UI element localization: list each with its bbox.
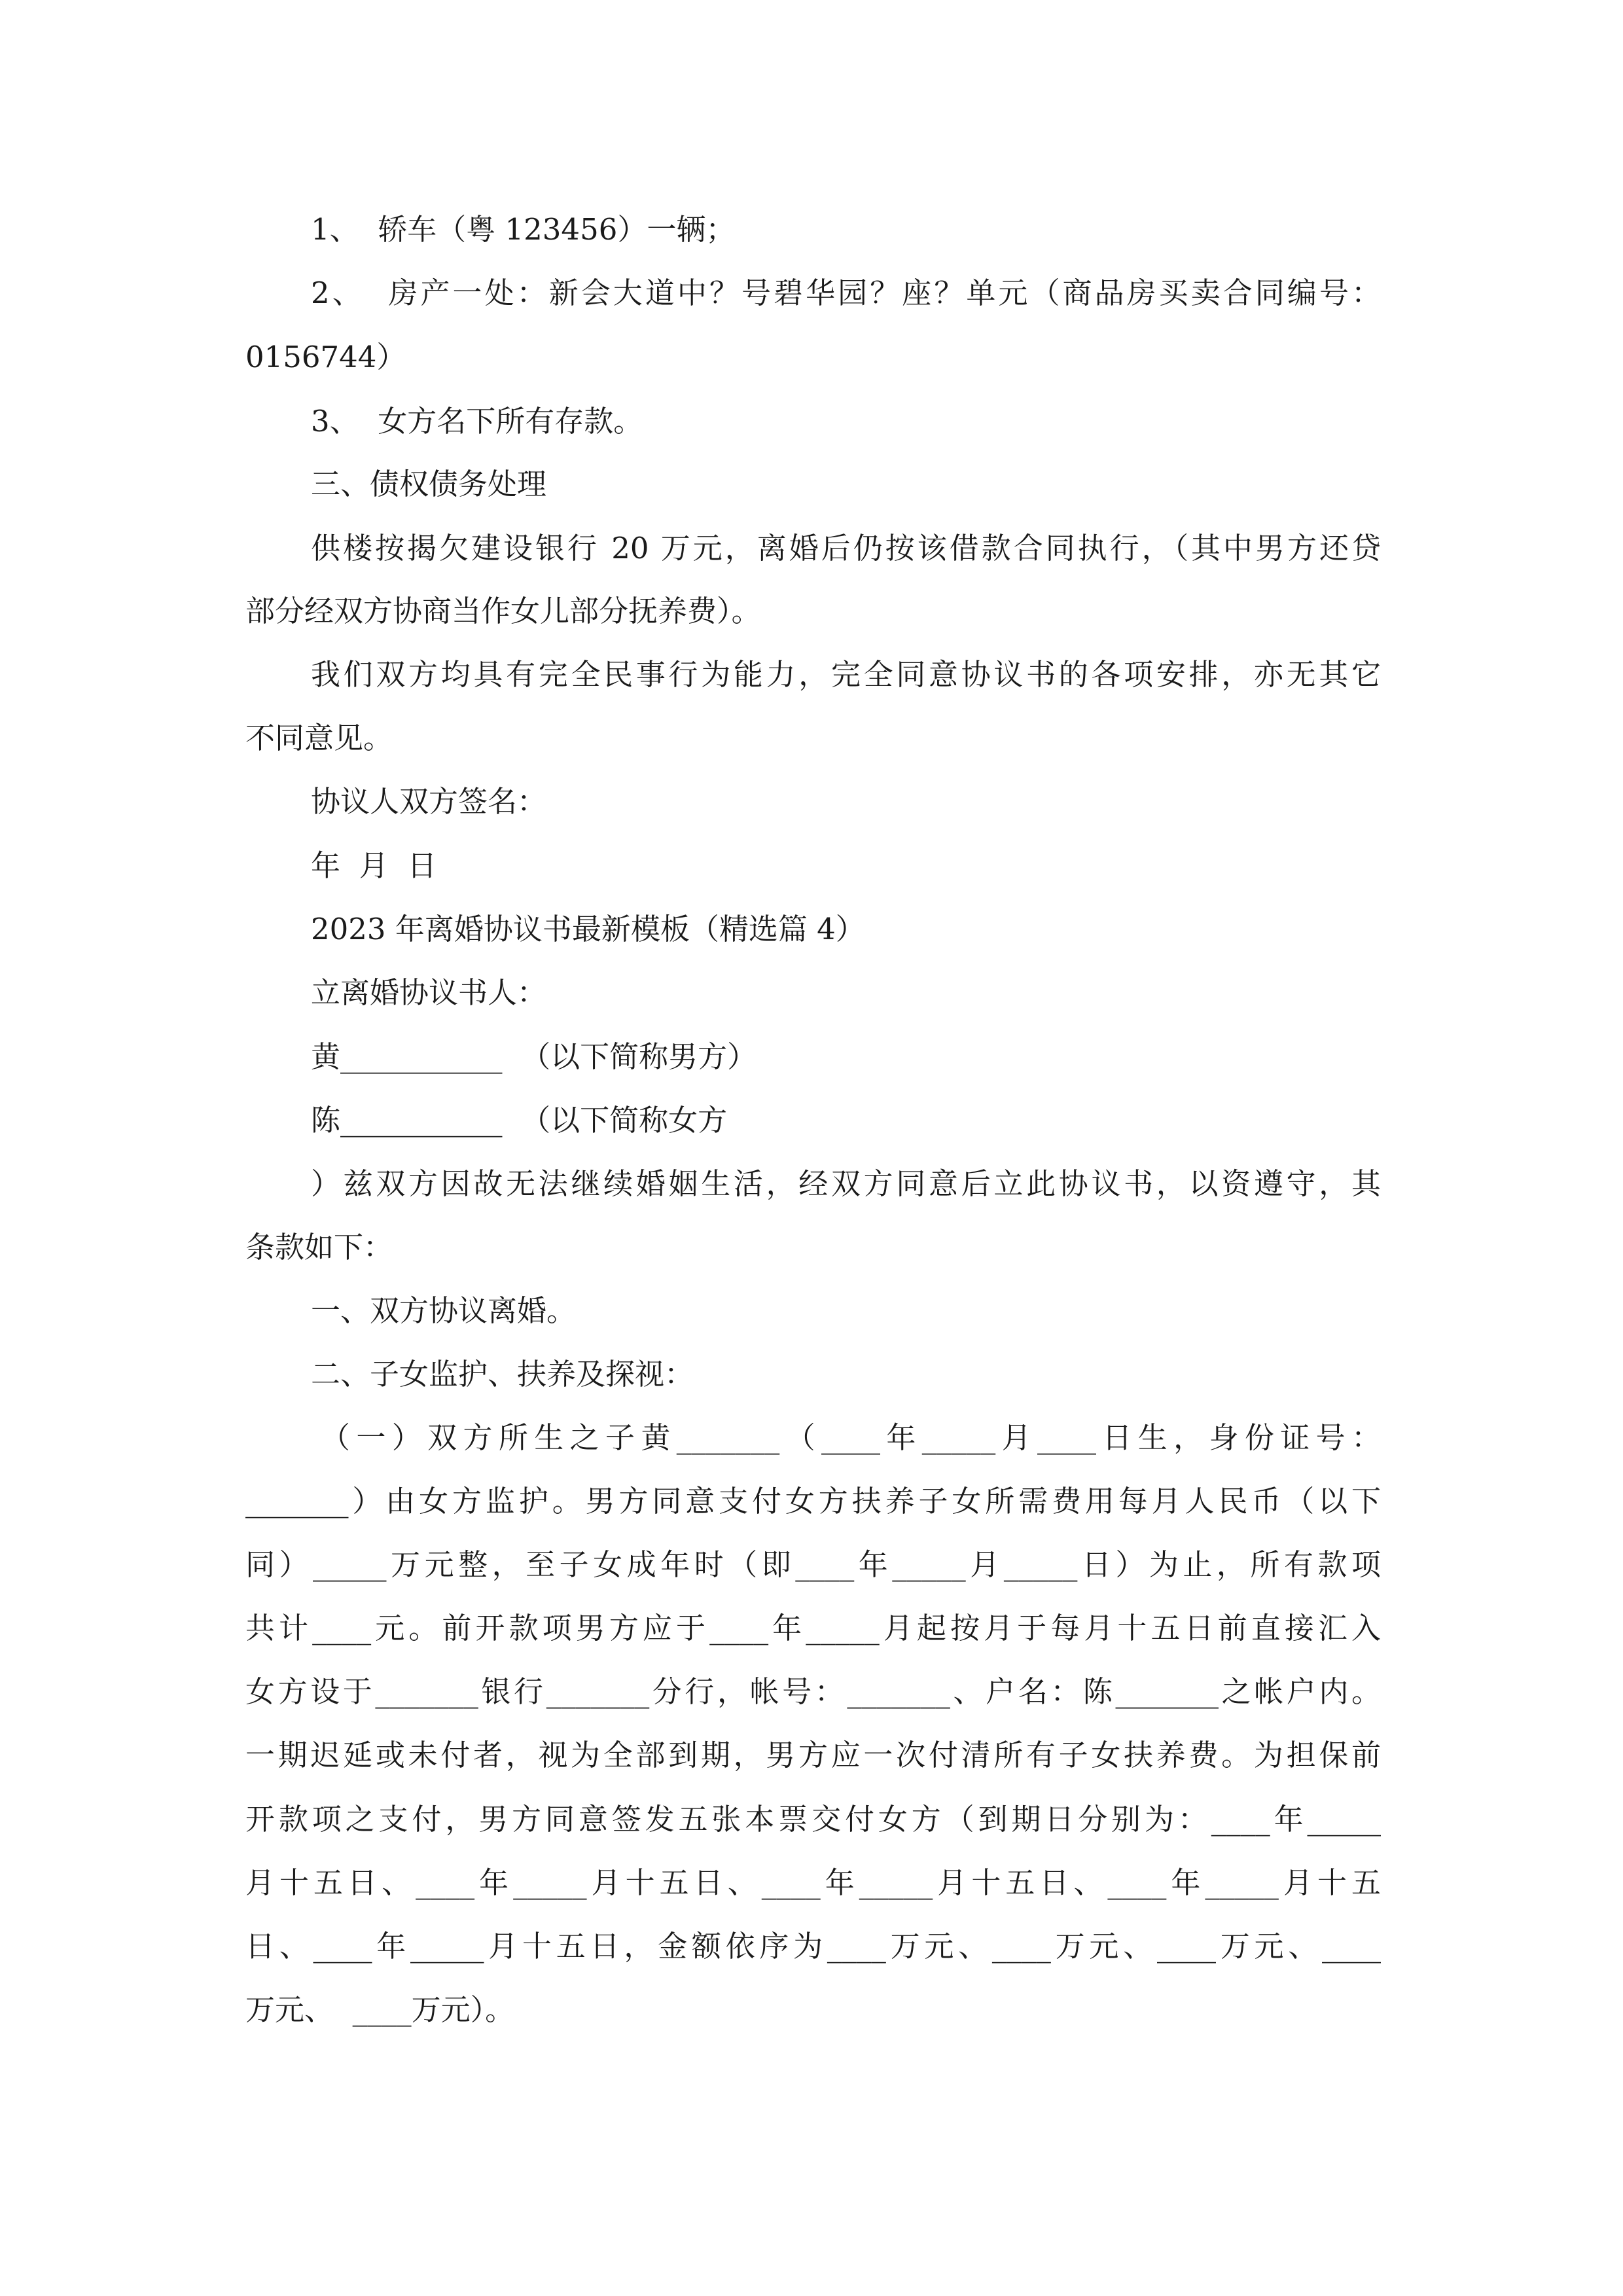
section-title-template-4: 2023 年离婚协议书最新模板（精选篇 4） [311, 912, 865, 946]
paragraph-preamble-cont: 条款如下： [245, 1230, 393, 1265]
clause-two-item-1: （一）双方所生之子黄_______（____年_____月____日生，身份证号： [321, 1420, 1381, 1455]
signature-label: 协议人双方签名： [311, 784, 547, 819]
paragraph-capacity-cont: 不同意见。 [245, 721, 393, 755]
paragraph-mortgage: 供楼按揭欠建设银行 20 万元，离婚后仍按该借款合同执行，（其中男方还贷 [311, 531, 1381, 565]
clause-two-item-1-line-5: 女方设于_______银行_______分行，帐号：_______、户名：陈_______之帐户内。 [245, 1674, 1381, 1709]
clause-two-item-1-line-9: 日、____年_____月十五日，金额依序为____万元、____万元、____万元、____ [245, 1929, 1381, 1964]
section-heading-debts: 三、债权债务处理 [311, 467, 547, 501]
party-female: 陈___________ （以下简称女方 [311, 1103, 728, 1138]
parties-label: 立离婚协议书人： [311, 975, 547, 1010]
list-item-savings: 3、 女方名下所有存款。 [311, 404, 643, 439]
date-line: 年 月 日 [311, 848, 437, 883]
clause-two-item-1-line-10: 万元、 ____万元）。 [245, 1992, 515, 2027]
clause-two-item-1-line-8: 月十五日、____年_____月十五日、____年_____月十五日、____年_____月十五 [245, 1865, 1381, 1900]
clause-one: 一、双方协议离婚。 [311, 1293, 577, 1328]
clause-two-heading: 二、子女监护、扶养及探视： [311, 1357, 694, 1391]
paragraph-capacity: 我们双方均具有完全民事行为能力，完全同意协议书的各项安排，亦无其它 [311, 657, 1381, 692]
list-item-property: 2、 房产一处：新会大道中？号碧华园？座？单元（商品房买卖合同编号： [311, 276, 1381, 310]
clause-two-item-1-line-2: _______）由女方监护。男方同意支付女方扶养子女所需费用每月人民币（以下 [245, 1484, 1381, 1518]
clause-two-item-1-line-4: 共计____元。前开款项男方应于____年_____月起按月于每月十五日前直接汇入 [245, 1611, 1381, 1645]
clause-two-item-1-line-3: 同）_____万元整，至子女成年时（即____年_____月_____日）为止，所有款项 [245, 1547, 1381, 1582]
clause-two-item-1-line-6: 一期迟延或未付者，视为全部到期，男方应一次付清所有子女扶养费。为担保前 [245, 1738, 1381, 1772]
party-male: 黄___________ （以下简称男方） [311, 1039, 757, 1074]
list-item-property-contract-number: 0156744） [245, 340, 406, 374]
clause-two-item-1-line-7: 开款项之支付，男方同意签发五张本票交付女方（到期日分别为：____年_____ [245, 1802, 1381, 1837]
paragraph-preamble: ）兹双方因故无法继续婚姻生活，经双方同意后立此协议书，以资遵守，其 [311, 1166, 1381, 1201]
paragraph-mortgage-cont: 部分经双方协商当作女儿部分抚养费）。 [245, 594, 761, 628]
list-item-car: 1、 轿车（粤 123456）一辆； [311, 212, 736, 247]
